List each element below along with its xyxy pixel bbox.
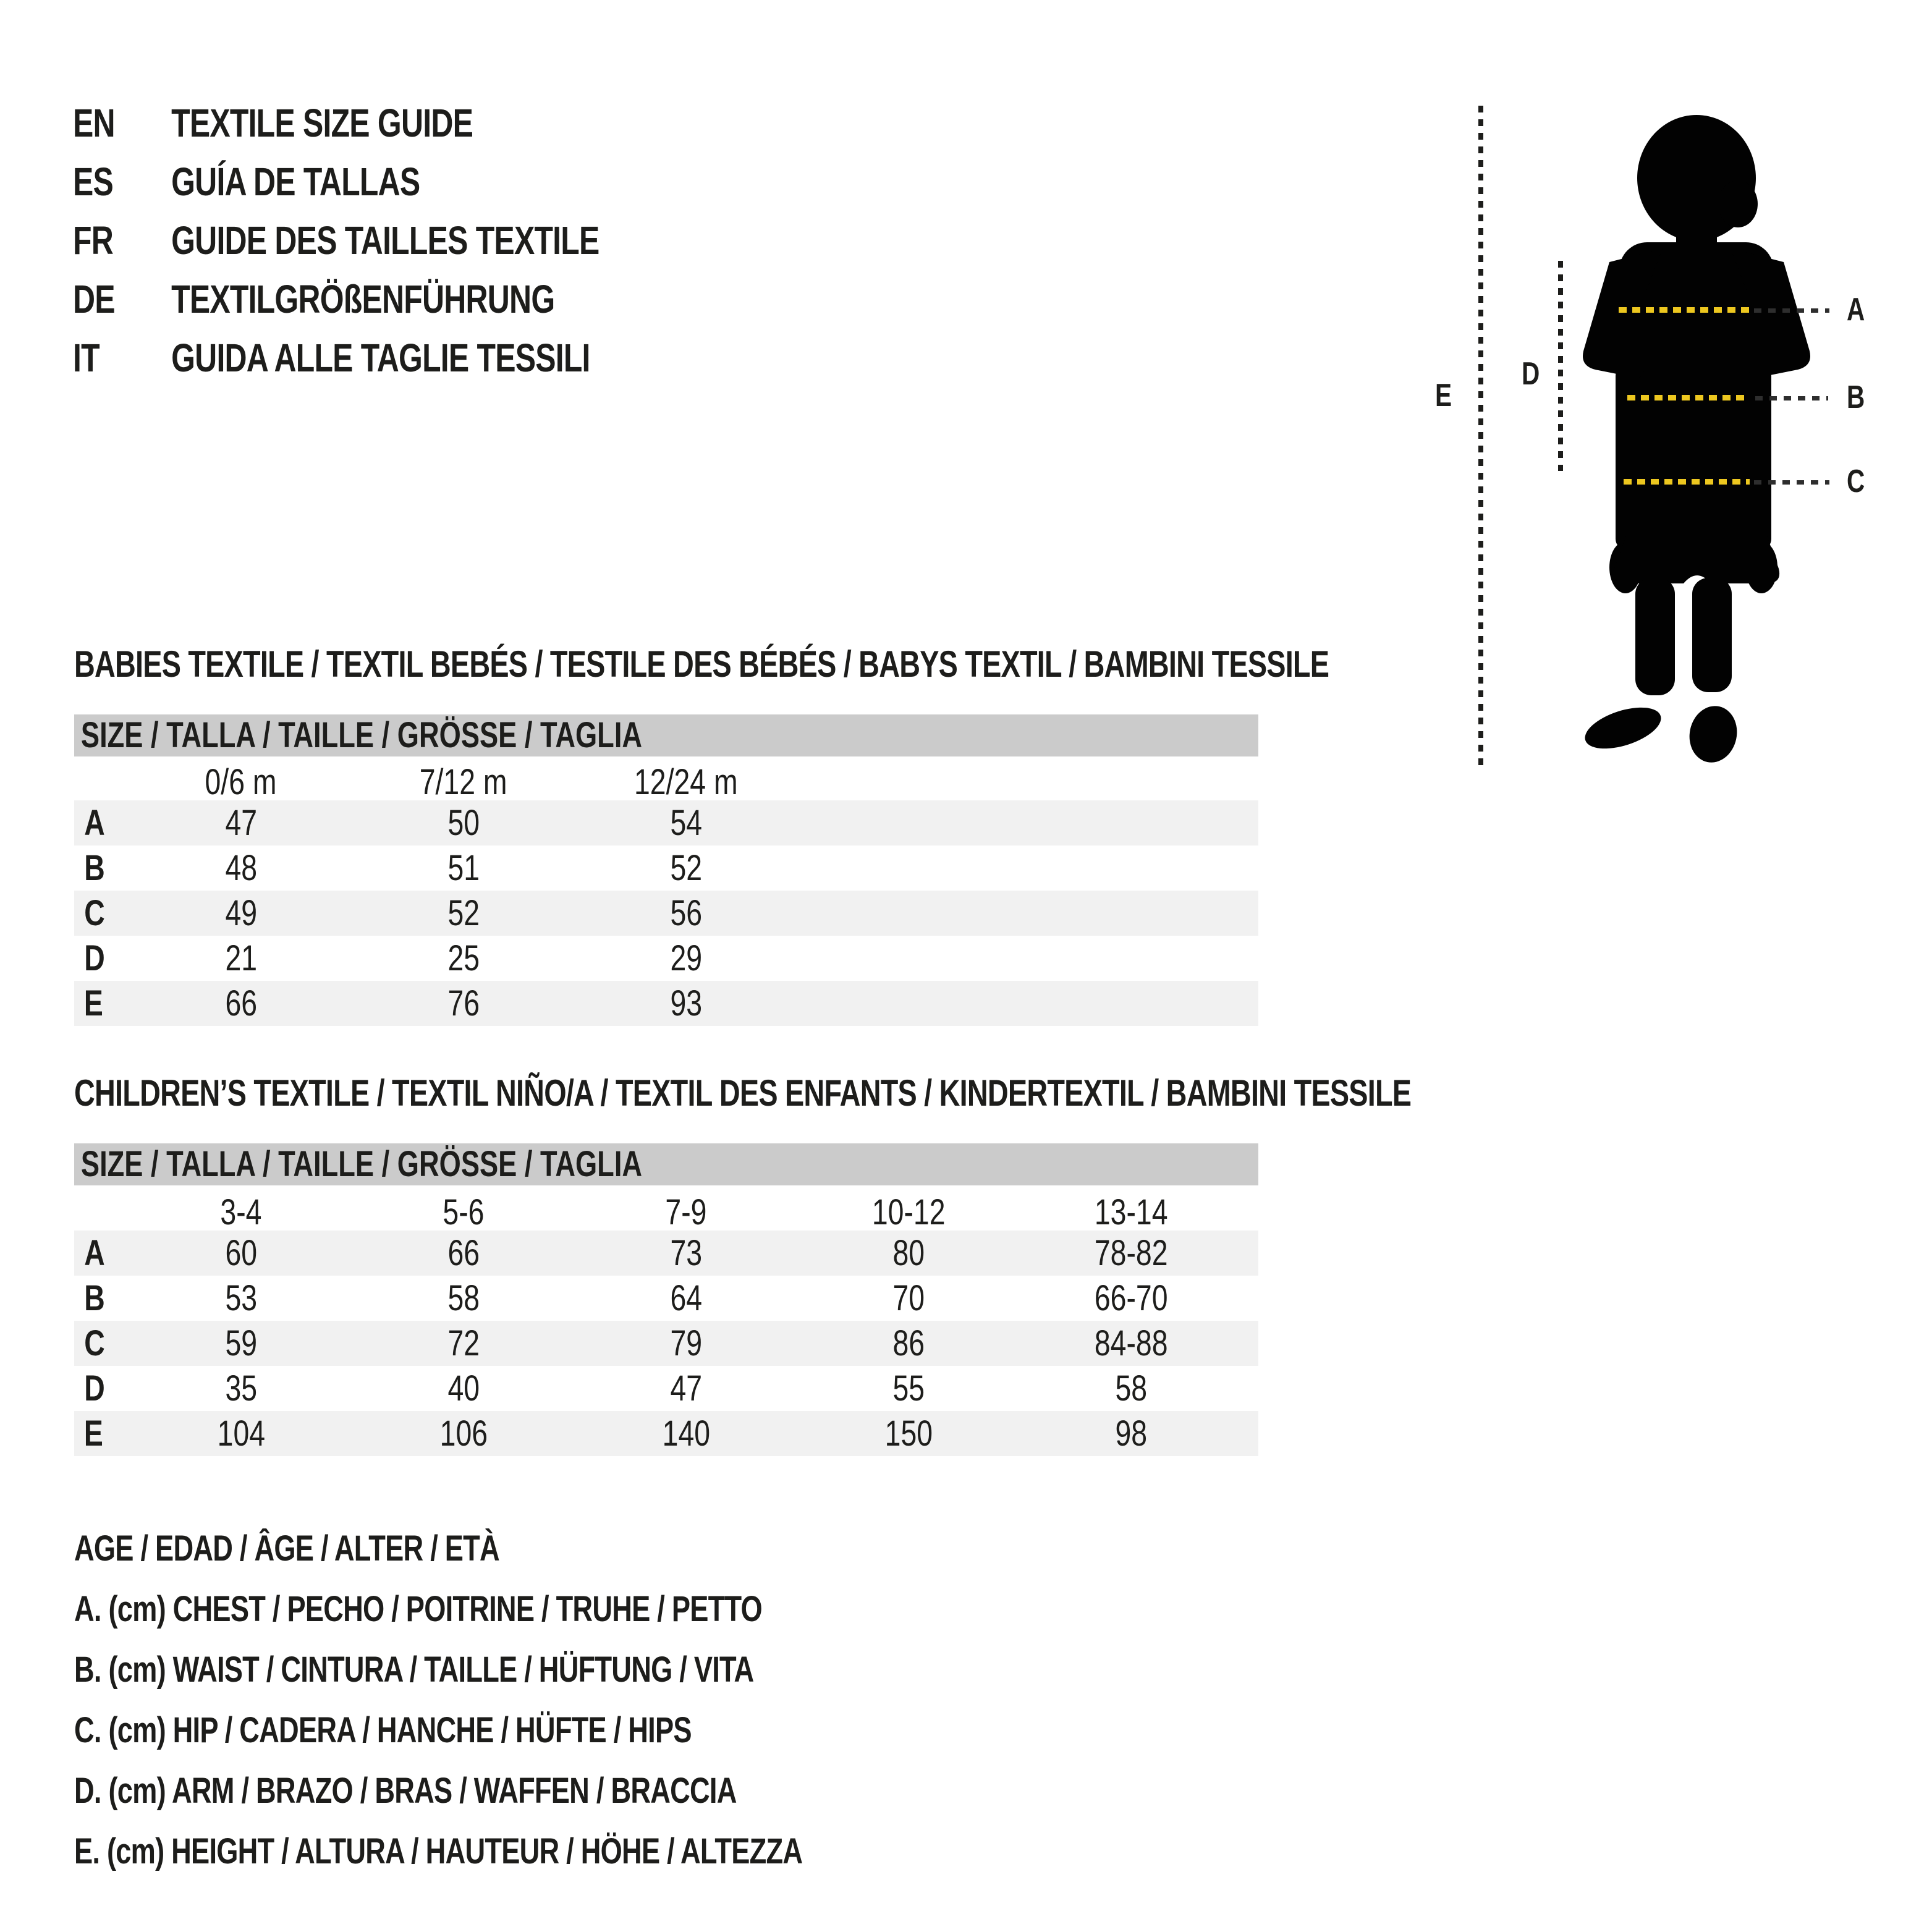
table-cell: 86	[892, 1323, 925, 1363]
table-cell: 47	[225, 803, 257, 843]
arm-measure-dotted-line-d	[1558, 261, 1563, 471]
babies-section-heading: BABIES TEXTILE / TEXTIL BEBÉS / TESTILE DES BÉBÉS / BABYS TEXTIL / BAMBINI TESSILE	[74, 643, 1329, 685]
language-title: TEXTILE SIZE GUIDE	[171, 101, 473, 145]
table-cell: 40	[447, 1368, 480, 1409]
silhouette-right-leg	[1692, 578, 1732, 692]
waist-line-b-yellow-dashes	[1627, 395, 1747, 400]
table-cell: 58	[1115, 1368, 1147, 1409]
row-label: D	[84, 938, 105, 978]
row-label: E	[83, 983, 103, 1023]
table-cell: 59	[225, 1323, 257, 1363]
table-cell: 35	[225, 1368, 257, 1409]
table-cell: 60	[225, 1233, 257, 1273]
column-header: 0/6 m	[205, 762, 278, 802]
table-cell: 84-88	[1094, 1323, 1168, 1363]
table-cell: 52	[447, 893, 480, 933]
table-cell: 104	[217, 1413, 265, 1454]
silhouette-left-foot	[1580, 700, 1666, 757]
table-cell: 47	[670, 1368, 702, 1409]
babies-size-header-text: SIZE / TALLA / TAILLE / GRÖSSE / TAGLIA	[80, 715, 643, 755]
measure-label-e: E	[1435, 378, 1452, 413]
table-row-b	[74, 845, 1258, 891]
table-cell: 80	[892, 1233, 925, 1273]
babies-column-header-row	[74, 761, 1258, 800]
column-header: 12/24 m	[634, 762, 738, 802]
measure-label-a: A	[1847, 292, 1865, 328]
language-code: EN	[73, 101, 115, 145]
column-header: 3-4	[220, 1192, 262, 1232]
language-title-list	[73, 94, 748, 388]
language-title: TEXTILGRÖßENFÜHRUNG	[171, 277, 555, 321]
measure-label-b: B	[1847, 379, 1865, 415]
table-cell: 79	[670, 1323, 702, 1363]
hip-line-c-dark-dashes	[1754, 480, 1829, 485]
column-header: 7/12 m	[420, 762, 507, 802]
silhouette-right-arm	[1749, 365, 1771, 550]
table-cell: 54	[670, 803, 702, 843]
legend-line-waist: B. (cm) WAIST / CINTURA / TAILLE / HÜFTUNG / VITA	[74, 1650, 754, 1690]
children-size-table	[74, 1192, 1258, 1456]
table-row-b	[74, 1276, 1258, 1321]
column-header: 10-12	[871, 1192, 946, 1232]
children-size-header-bar	[74, 1143, 1258, 1185]
table-cell: 140	[662, 1413, 710, 1454]
language-row-fr	[73, 211, 748, 270]
table-row-d	[74, 1366, 1258, 1411]
table-row-a	[74, 1231, 1258, 1276]
table-cell: 64	[670, 1278, 702, 1318]
table-cell: 66	[225, 983, 257, 1023]
table-row-d	[74, 936, 1258, 981]
table-cell: 150	[884, 1413, 933, 1454]
language-code: DE	[73, 277, 115, 321]
table-cell: 25	[447, 938, 480, 978]
language-code: FR	[73, 218, 113, 263]
measurement-legend	[74, 1519, 1008, 1882]
row-label: A	[84, 1233, 105, 1273]
legend-line-age: AGE / EDAD / ÂGE / ALTER / ETÀ	[74, 1528, 499, 1569]
column-header: 13-14	[1094, 1192, 1168, 1232]
legend-line-arm: D. (cm) ARM / BRAZO / BRAS / WAFFEN / BRACCIA	[74, 1771, 737, 1811]
table-cell: 53	[225, 1278, 257, 1318]
language-title: GUIDA ALLE TAGLIE TESSILI	[171, 336, 590, 380]
silhouette-torso	[1629, 252, 1764, 549]
row-label: A	[84, 803, 105, 843]
row-label: D	[84, 1368, 105, 1409]
table-cell: 98	[1115, 1413, 1147, 1454]
table-cell: 52	[670, 848, 702, 888]
silhouette-shorts	[1614, 524, 1779, 583]
legend-line-height: E. (cm) HEIGHT / ALTURA / HAUTEUR / HÖHE / ALTEZZA	[74, 1831, 803, 1871]
silhouette-ear	[1718, 180, 1758, 227]
table-cell: 58	[447, 1278, 480, 1318]
table-cell: 55	[892, 1368, 925, 1409]
measure-label-d: D	[1522, 356, 1540, 392]
silhouette-left-arm	[1616, 365, 1638, 550]
hip-line-c-yellow-dashes	[1624, 479, 1750, 485]
chest-line-a-yellow-dashes	[1619, 307, 1750, 313]
table-cell: 48	[225, 848, 257, 888]
silhouette-right-foot	[1684, 701, 1742, 767]
legend-line-hip: C. (cm) HIP / CADERA / HANCHE / HÜFTE / HIPS	[74, 1710, 692, 1750]
table-row-a	[74, 800, 1258, 845]
language-title: GUÍA DE TALLAS	[171, 159, 420, 204]
table-cell: 73	[670, 1233, 702, 1273]
language-title: GUIDE DES TAILLES TEXTILE	[171, 218, 600, 263]
table-cell: 29	[670, 938, 702, 978]
language-row-es	[73, 153, 748, 211]
children-section-heading: CHILDREN’S TEXTILE / TEXTIL NIÑO/A / TEXTIL DES ENFANTS / KINDERTEXTIL / BAMBINI TESSILE	[74, 1072, 1412, 1114]
table-cell: 66	[447, 1233, 480, 1273]
table-cell: 21	[225, 938, 257, 978]
row-label: E	[83, 1413, 103, 1454]
measure-label-c: C	[1847, 464, 1865, 499]
column-header: 5-6	[443, 1192, 485, 1232]
children-column-header-row	[74, 1192, 1258, 1231]
table-cell: 50	[447, 803, 480, 843]
table-cell: 56	[670, 893, 702, 933]
language-code: ES	[73, 159, 114, 204]
table-row-e	[74, 1411, 1258, 1456]
row-label: C	[84, 893, 105, 933]
table-cell: 76	[447, 983, 480, 1023]
row-label: B	[84, 848, 105, 888]
language-row-en	[73, 94, 748, 153]
legend-line-chest: A. (cm) CHEST / PECHO / POITRINE / TRUHE / PETTO	[74, 1589, 762, 1629]
table-cell: 93	[670, 983, 702, 1023]
table-cell: 66-70	[1094, 1278, 1168, 1318]
waist-line-b-dark-dashes	[1755, 396, 1828, 400]
chest-line-a-dark-dashes	[1754, 308, 1829, 313]
language-code: IT	[73, 336, 100, 380]
table-row-c	[74, 1321, 1258, 1366]
babies-size-table	[74, 761, 1258, 1026]
table-cell: 49	[225, 893, 257, 933]
child-silhouette-figure	[1570, 105, 1817, 769]
table-row-e	[74, 981, 1258, 1026]
table-cell: 106	[439, 1413, 488, 1454]
language-row-de	[73, 270, 748, 329]
silhouette-left-leg	[1635, 578, 1675, 695]
table-cell: 72	[447, 1323, 480, 1363]
table-row-c	[74, 891, 1258, 936]
table-cell: 78-82	[1094, 1233, 1168, 1273]
column-header: 7-9	[665, 1192, 707, 1232]
table-cell: 70	[892, 1278, 925, 1318]
children-size-header-text: SIZE / TALLA / TAILLE / GRÖSSE / TAGLIA	[80, 1144, 643, 1184]
row-label: B	[84, 1278, 105, 1318]
babies-size-header-bar	[74, 714, 1258, 756]
language-row-it	[73, 329, 748, 388]
row-label: C	[84, 1323, 105, 1363]
table-cell: 51	[447, 848, 480, 888]
